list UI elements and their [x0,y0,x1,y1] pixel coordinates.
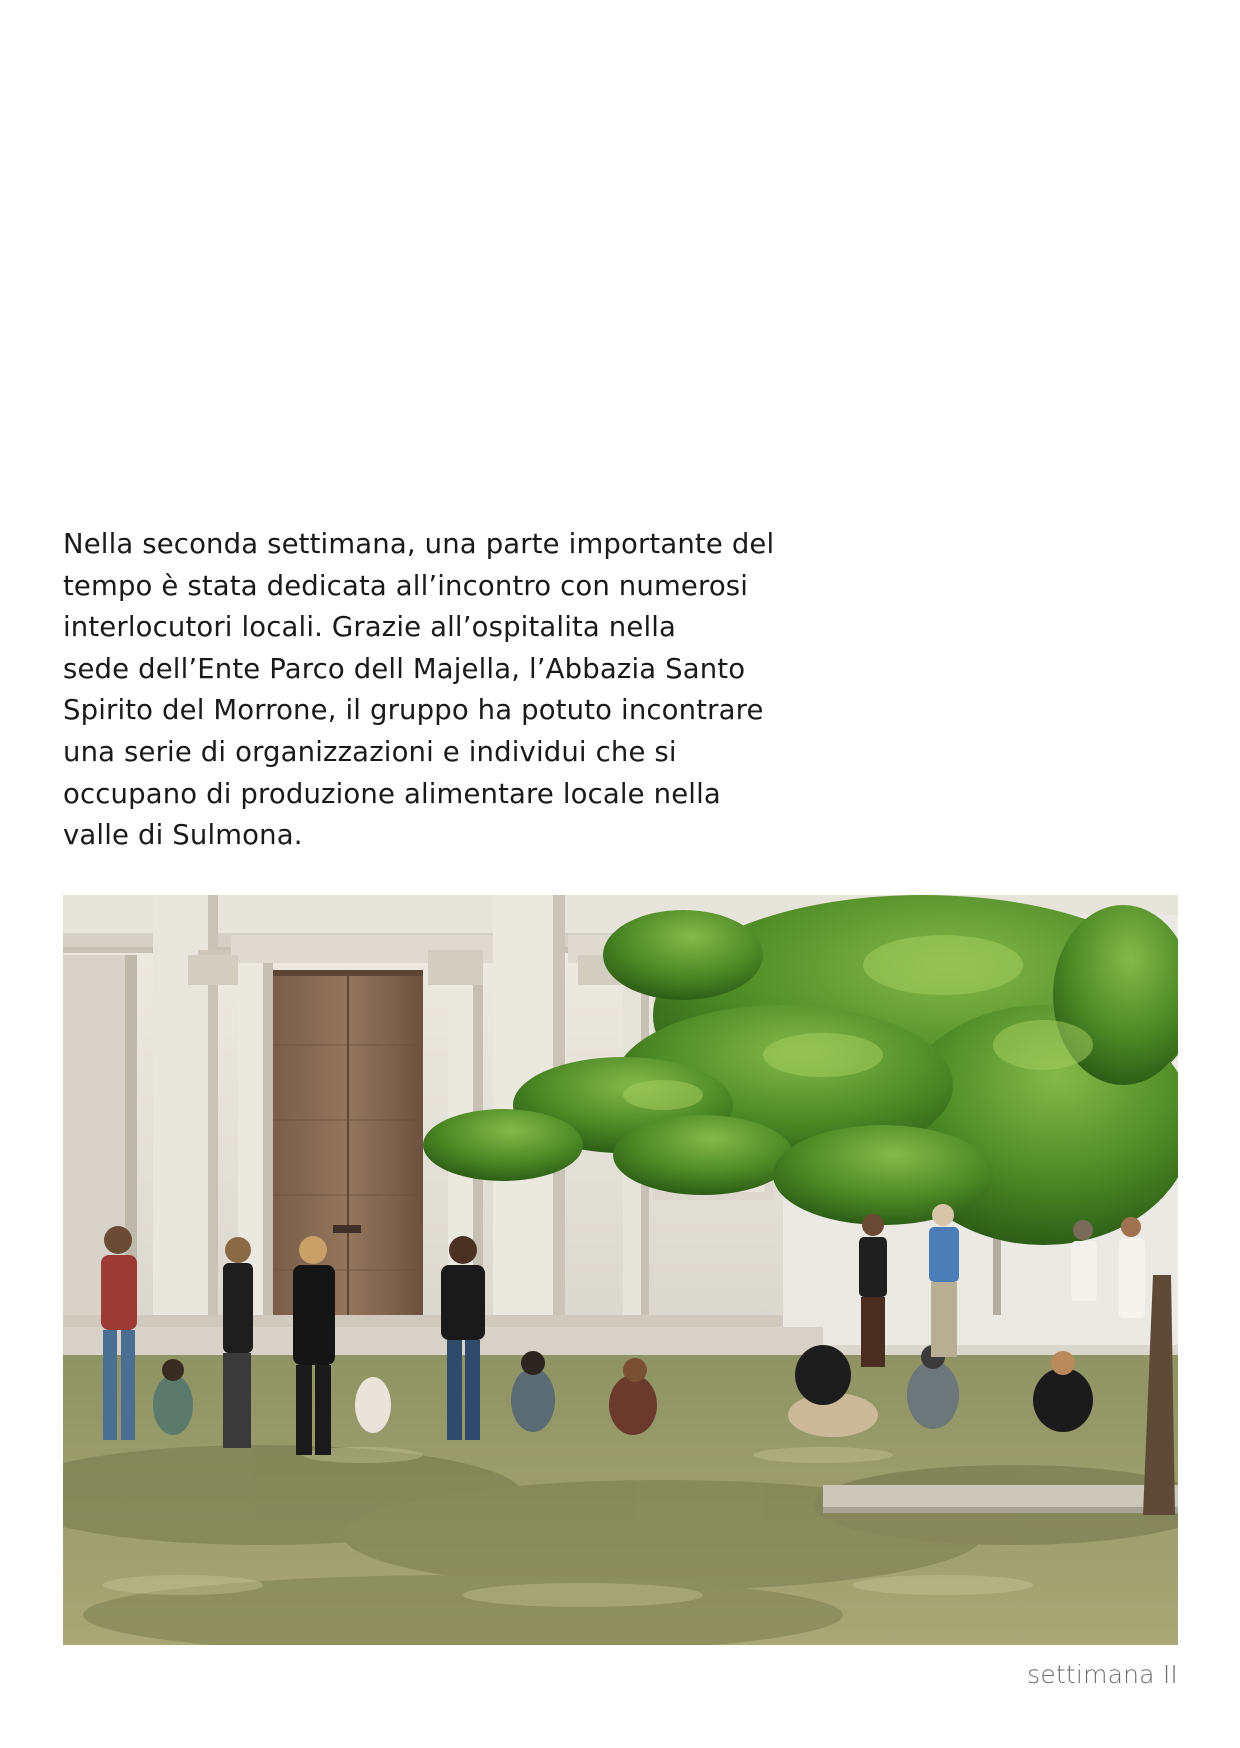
intro-line: sede dell’Ente Parco dell Majella, l’Abbazia Santo [63,652,746,685]
intro-line: Spirito del Morrone, il gruppo ha potuto incontrare [63,694,764,727]
section-label: settimana II [1027,1660,1178,1689]
abbey-courtyard-photo [63,895,1178,1645]
intro-line: occupano di produzione alimentare locale nella [63,777,721,810]
intro-line: tempo è stata dedicata all’incontro con numerosi [63,569,749,602]
intro-line: una serie di organizzazioni e individui che si [63,735,677,768]
intro-line: interlocutori locali. Grazie all’ospitalita nella [63,611,677,644]
intro-paragraph [63,524,823,857]
intro-line: valle di Sulmona. [63,819,303,852]
photo-illustration [63,895,1178,1645]
intro-line: Nella seconda settimana, una parte importante del [63,528,775,560]
